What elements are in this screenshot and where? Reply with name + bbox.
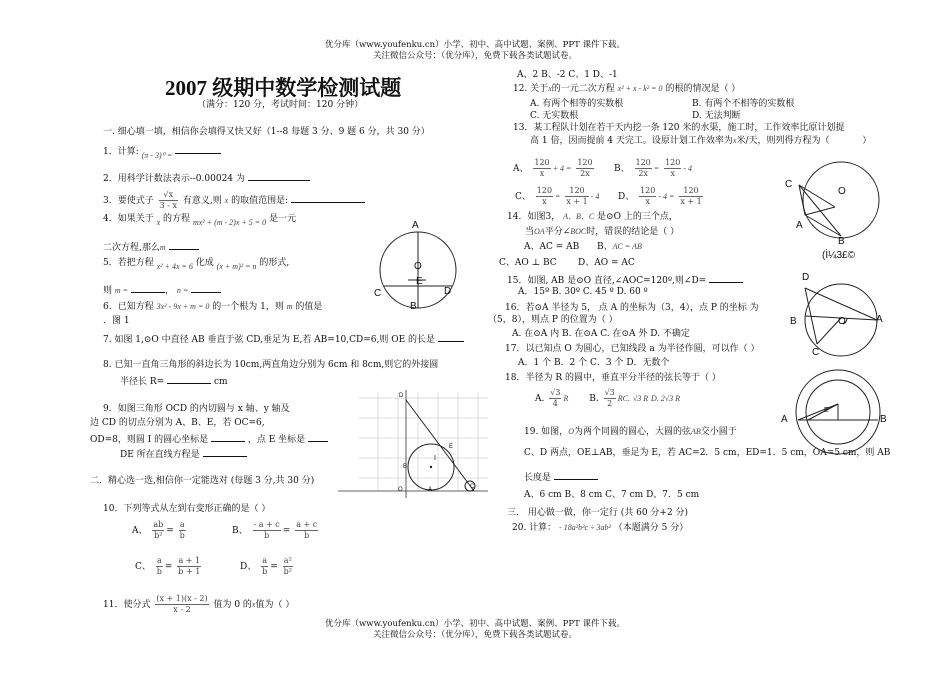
- fig3-label-c: C: [785, 179, 793, 190]
- fig3-label-o: O: [838, 186, 846, 197]
- q13-option-b[interactable]: B、 $\frac{120}{2x}$ = $\frac{120}{x}$ - 4: [614, 158, 693, 178]
- exam-subtitle: （满分：120 分，考试时间：120 分钟）: [197, 100, 364, 110]
- q19-options[interactable]: A、6 cm B、8 cm C、7 cm D、7．5 cm: [524, 490, 700, 500]
- fig1-label-e: E: [416, 276, 423, 287]
- q14-option-b[interactable]: B、AC = AB: [597, 242, 642, 252]
- fig19-label-a: A: [781, 414, 788, 425]
- q19-answer-blank[interactable]: [554, 470, 598, 480]
- q5-n-blank[interactable]: [191, 283, 221, 293]
- q5: 5．若把方程 x² + 4x = 6 化成 (x + m)² = n 的形式,: [103, 258, 290, 271]
- fig3-label-a: A: [796, 220, 803, 231]
- q9-e-blank[interactable]: [308, 432, 328, 442]
- q14-option-a[interactable]: A、AC = AB: [524, 242, 580, 252]
- fig1-label-b: B: [410, 301, 417, 312]
- q3-answer-blank[interactable]: [291, 193, 365, 203]
- figure-19-concentric-circles: [790, 368, 890, 458]
- q7: 7. 如图 1,⊙O 中直径 AB 垂直于弦 CD,垂足为 E,若 AB=10,CD=6,则 OE 的长是: [103, 332, 464, 346]
- q10-option-a[interactable]: A、 $\frac{ab}{\text{b²}}$ = $\frac{a}{b}$: [132, 520, 185, 540]
- q15: 15．如图, AB 是⊙O 直径,∠AOC=120º,则∠D=: [507, 273, 743, 287]
- fig9-label-c: C: [470, 484, 475, 490]
- header-line-2: 关注微信公众号：（优分库），免费下载各类试题试卷。: [372, 51, 577, 61]
- fig15-label-o: O: [838, 316, 846, 327]
- q9-line1: 9．如图三角形 OCD 的内切圆与 x 轴、y 轴及: [103, 404, 290, 414]
- section2-heading: 二．精心选一选,相信你一定能选对 (每题 3 分,共 30 分): [90, 476, 315, 486]
- fig1-label-o: O: [414, 261, 422, 272]
- q10: 10．下列等式从左到右变形正确的是（ ）: [103, 504, 271, 514]
- fig15-label-c: C: [812, 347, 820, 358]
- q13-line1: 13．某工程队计划在若干天内挖一条 120 米的水渠，施工时，工作效率比原计划提: [513, 123, 845, 133]
- fig15-label-d: D: [802, 272, 810, 283]
- q9-line3: OD=8，则圆 I 的圆心坐标是 ，点 E 坐标是: [90, 432, 328, 446]
- q13-option-d[interactable]: D、 $\frac{120}{x}$ - 4 = $\frac{120}{x + 1}$: [618, 186, 702, 206]
- q12: 12. 关于x的一元二次方程 x² + x - k² = 0 的根的情况是（ ）: [513, 84, 741, 94]
- q18: 18．半径为 R 的圆中，垂直平分半径的弦长等于（ ）: [505, 373, 721, 383]
- fig1-label-a: A: [412, 220, 419, 231]
- q5-m-blank[interactable]: [131, 283, 165, 293]
- q6-cont: ．图 1: [103, 316, 130, 326]
- q9-line2: 边 CD 的切点分别为 A、B、E，若 OC=6,: [90, 418, 265, 428]
- fig1-label-d: D: [444, 286, 452, 297]
- fig19-label-e: E: [824, 407, 829, 414]
- exam-title: 2007 级期中数学检测试题: [165, 76, 402, 100]
- q4-answer-blank[interactable]: [169, 240, 199, 250]
- q2: 2．用科学计数法表示--0.00024 为: [103, 171, 310, 185]
- fig15-label-a: A: [876, 314, 883, 325]
- q16-line2: （5，8），则点 P 的位置为（ ）: [488, 315, 618, 325]
- fig9-label-e: E: [449, 444, 454, 450]
- fig15-label-b: B: [790, 316, 797, 327]
- q18-options[interactable]: A. $\frac{√3}{4}$ R B. $\frac{√3}{2}$ RC. √3 R D. 2√3 R: [535, 388, 681, 408]
- q7-answer-blank[interactable]: [438, 332, 464, 342]
- q11-options[interactable]: A、2 B、-2 C、1 D、-1: [517, 70, 618, 80]
- q12-option-d[interactable]: D. 无法判断: [692, 111, 741, 121]
- section3-heading: 三． 用心做一做，你一定行 (共 60 分+2 分): [507, 508, 689, 518]
- q13-line2: 高 1 倍，因而提前 4 天完工。设原计划工作效率为x米/天，则列得方程为（ ）: [530, 136, 872, 146]
- q19-line1: 19. 如图，O为两个同圆的圆心，大圆的弦AB交小圆于: [524, 427, 737, 437]
- q8-cont: 半径长 R= cm: [120, 374, 228, 388]
- fig9-label-d: D: [399, 393, 404, 399]
- q1-answer-blank[interactable]: [175, 144, 221, 154]
- q13-option-a[interactable]: A、 $\frac{120}{x}$ + 4 = $\frac{120}{2x}$: [513, 158, 593, 178]
- q10-option-d[interactable]: D、 $\frac{a}{b}$ = $\frac{\text{a²}}{\text{b²}}$: [240, 556, 292, 576]
- q6: 6．已知方程 3x² - 9x + m = 0 的一个根为 1，则 m 的值是: [103, 302, 323, 312]
- q8: 8. 已知一直角三角形的斜边长为 10cm,两直角边分别为 6cm 和 8cm,则它的外接圆: [103, 360, 439, 370]
- q13-option-c[interactable]: C、 $\frac{120}{x}$ = $\frac{120}{x + 1}$ - 4: [515, 186, 600, 206]
- q17-options[interactable]: A．1 个 B．2 个 C．3 个 D．无数个: [518, 358, 670, 368]
- figure-9-triangle: [338, 388, 488, 500]
- q14-option-d[interactable]: D、AO = AC: [578, 258, 635, 268]
- section1-heading: 一. 细心填一填，相信你会填得又快又好（1--8 每题 3 分、9 题 6 分，共 30 分）: [103, 127, 430, 137]
- q12-option-c[interactable]: C. 无实数根: [530, 111, 579, 121]
- q10-option-b[interactable]: B、 $\frac{- a + c}{b}$ = $\frac{a + c}{b}$: [232, 520, 318, 540]
- q16-options[interactable]: A. 在⊙A 内 B. 在⊙A C. 在⊙A 外 D. 不确定: [512, 329, 690, 339]
- q10-option-c[interactable]: C、 $\frac{a}{b}$ = $\frac{a + 1}{b + 1}$: [135, 556, 201, 576]
- q17: 17．以已知点 O 为圆心，已知线段 a 为半径作圆，可以作（ ）: [505, 344, 760, 354]
- q14-line2: 当OA平分∠BOC时，错误的结论是（ ）: [525, 227, 680, 237]
- q14-line1: 14．如图3， A、B、C 是⊙O 上的三个点，: [507, 212, 678, 222]
- q19-line3: 长度是: [524, 470, 598, 484]
- fig3-caption: (Ì¼3£©: [822, 250, 855, 261]
- q9-center-blank[interactable]: [211, 432, 245, 442]
- fig9-label-b: B: [403, 464, 408, 470]
- q9-line-blank[interactable]: [203, 447, 247, 457]
- q12-option-b[interactable]: B. 有两个不相等的实数根: [692, 99, 795, 109]
- q8-answer-blank[interactable]: [167, 374, 211, 384]
- q5-cont: 则 m = ， n =: [103, 283, 221, 297]
- q19-line2: C、D 两点，OE⊥AB，垂足为 E，若 AC=2．5 cm，ED=1．5 cm，OA=5 cm，则 AB: [524, 448, 891, 458]
- q16-line1: 16．若⊙A 半径为 5， 点 A 的坐标为（3，4），点 P 的坐标 为: [505, 303, 759, 313]
- q3: 3．要使式子 $\frac{√x}{3 - x}$ 有意义,则 x 的取值范围是:: [103, 190, 365, 211]
- footer-line-1: 优分库（www.youfenku.cn）小学、初中、高中试题、案例、PPT 课件下载。: [325, 619, 625, 629]
- q3-fraction: $\frac{√x}{3 - x}$: [159, 190, 177, 210]
- q9-line4: DE 所在直线方程是: [120, 447, 247, 461]
- fig1-label-c: C: [374, 288, 382, 299]
- q2-answer-blank[interactable]: [248, 171, 310, 181]
- q1: 1．计算: (π - 3)⁰ =: [103, 144, 221, 158]
- q15-options[interactable]: A．15º B. 30º C. 45 º D. 60 º: [518, 287, 648, 297]
- q15-answer-blank[interactable]: [709, 273, 743, 283]
- q12-option-a[interactable]: A. 有两个相等的实数根: [530, 99, 624, 109]
- q14-option-c[interactable]: C、AO ⊥ BC: [499, 258, 557, 268]
- fig9-label-i: I: [434, 455, 436, 462]
- q4: 4．如果关于 x 的方程 mx² + (m - 2)x + 5 = 0 是一元: [103, 214, 297, 227]
- fig3-label-b: B: [838, 236, 845, 247]
- q20: 20. 计算： - 18a²b³c ÷ 3ab² （本题满分 5 分）: [512, 523, 689, 533]
- fig9-label-o: O: [398, 487, 403, 493]
- footer-line-2: 关注微信公众号：（优分库），免费下载各类试题试卷。: [372, 630, 577, 640]
- header-line-1: 优分库（www.youfenku.cn）小学、初中、高中试题、案例、PPT 课件下载。: [325, 40, 625, 50]
- fig9-label-a: A: [428, 487, 433, 493]
- fig19-label-b: B: [880, 414, 887, 425]
- q4-cont: 二次方程,那么m: [103, 240, 199, 254]
- q11: 11．使分式 $\frac{(x + 1)(x - 2)}{x - 2}$ 值为 0 的x值为（ ）: [103, 594, 295, 614]
